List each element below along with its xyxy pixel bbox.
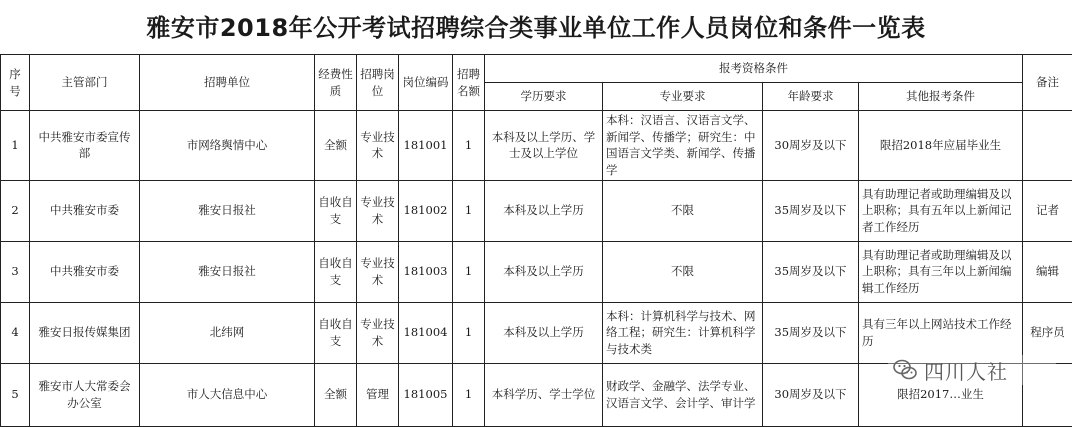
- cell-seq: 1: [1, 111, 30, 181]
- cell-seq: 4: [1, 302, 30, 363]
- cell-quota: 1: [453, 363, 485, 426]
- wechat-icon: [892, 357, 918, 383]
- cell-major: 本科：汉语言、汉语言文学、新闻学、传播学；研究生：中国语言文学类、新闻学、传播学: [603, 111, 763, 181]
- cell-post: 管理: [357, 363, 399, 426]
- cell-dept: 雅安市人大常委会办公室: [30, 363, 140, 426]
- cell-code: 181003: [399, 241, 453, 302]
- header-other: 其他报考条件: [859, 83, 1023, 111]
- cell-seq: 2: [1, 180, 30, 241]
- cell-major: 财政学、金融学、法学专业、汉语言文学、会计学、审计学: [603, 363, 763, 426]
- cell-remark: 记者: [1023, 180, 1072, 241]
- cell-other: 具有助理记者或助理编辑及以上职称；具有三年以上新闻编辑工作经历: [859, 241, 1023, 302]
- cell-other: 具有三年以上网站技术工作经历: [859, 302, 1023, 363]
- cell-unit: 市网络舆情中心: [140, 111, 315, 181]
- header-requirements: 报考资格条件: [485, 55, 1023, 83]
- cell-funding: 自收自支: [315, 302, 357, 363]
- header-row-1: [1, 55, 1072, 83]
- cell-quota: 1: [453, 180, 485, 241]
- cell-dept: 雅安日报传媒集团: [30, 302, 140, 363]
- header-quota: 招聘名额: [453, 55, 485, 111]
- cell-funding: 全额: [315, 111, 357, 181]
- cell-remark: [1023, 111, 1072, 181]
- cell-education: 本科及以上学历: [485, 302, 603, 363]
- cell-dept: 中共雅安市委: [30, 180, 140, 241]
- cell-education: 本科及以上学历: [485, 180, 603, 241]
- cell-funding: 自收自支: [315, 241, 357, 302]
- cell-age: 30周岁及以下: [763, 363, 859, 426]
- cell-quota: 1: [453, 302, 485, 363]
- cell-unit: 市人大信息中心: [140, 363, 315, 426]
- cell-major: 不限: [603, 241, 763, 302]
- cell-quota: 1: [453, 241, 485, 302]
- cell-unit: 雅安日报社: [140, 241, 315, 302]
- cell-seq: 3: [1, 241, 30, 302]
- header-unit: 招聘单位: [140, 55, 315, 111]
- cell-funding: 全额: [315, 363, 357, 426]
- cell-remark: 程序员: [1023, 302, 1072, 363]
- cell-post: 专业技术: [357, 302, 399, 363]
- cell-other: 限招2018年应届毕业生: [859, 111, 1023, 181]
- cell-education: 本科及以上学历、学士及以上学位: [485, 111, 603, 181]
- header-funding: 经费性质: [315, 55, 357, 111]
- header-remark: 备注: [1023, 55, 1072, 111]
- cell-code: 181001: [399, 111, 453, 181]
- table-row: [1, 111, 1072, 181]
- header-dept: 主管部门: [30, 55, 140, 111]
- header-education: 学历要求: [485, 83, 603, 111]
- cell-age: 35周岁及以下: [763, 302, 859, 363]
- cell-dept: 中共雅安市委宣传部: [30, 111, 140, 181]
- cell-major: 本科：计算机科学与技术、网络工程；研究生：计算机科学与技术类: [603, 302, 763, 363]
- watermark: [888, 355, 1056, 385]
- cell-other: 限招2017…业生: [859, 363, 1023, 426]
- header-post: 招聘岗位: [357, 55, 399, 111]
- table-row: [1, 180, 1072, 241]
- table-row: [1, 241, 1072, 302]
- cell-quota: 1: [453, 111, 485, 181]
- header-seq: 序号: [1, 55, 30, 111]
- cell-unit: 北纬网: [140, 302, 315, 363]
- page-title: 雅安市2018年公开考试招聘综合类事业单位工作人员岗位和条件一览表: [0, 0, 1072, 54]
- cell-education: 本科学历、学士学位: [485, 363, 603, 426]
- cell-education: 本科及以上学历: [485, 241, 603, 302]
- cell-age: 35周岁及以下: [763, 180, 859, 241]
- cell-code: 181004: [399, 302, 453, 363]
- cell-age: 30周岁及以下: [763, 111, 859, 181]
- header-age: 年龄要求: [763, 83, 859, 111]
- cell-post: 专业技术: [357, 241, 399, 302]
- cell-code: 181002: [399, 180, 453, 241]
- cell-code: 181005: [399, 363, 453, 426]
- cell-seq: 5: [1, 363, 30, 426]
- cell-post: 专业技术: [357, 111, 399, 181]
- cell-age: 35周岁及以下: [763, 241, 859, 302]
- header-major: 专业要求: [603, 83, 763, 111]
- watermark-text: 四川人社: [924, 356, 1008, 385]
- cell-post: 专业技术: [357, 180, 399, 241]
- cell-unit: 雅安日报社: [140, 180, 315, 241]
- header-code: 岗位编码: [399, 55, 453, 111]
- cell-funding: 自收自支: [315, 180, 357, 241]
- cell-other: 具有助理记者或助理编辑及以上职称；具有五年以上新闻记者工作经历: [859, 180, 1023, 241]
- cell-dept: 中共雅安市委: [30, 241, 140, 302]
- cell-major: 不限: [603, 180, 763, 241]
- cell-remark: 编辑: [1023, 241, 1072, 302]
